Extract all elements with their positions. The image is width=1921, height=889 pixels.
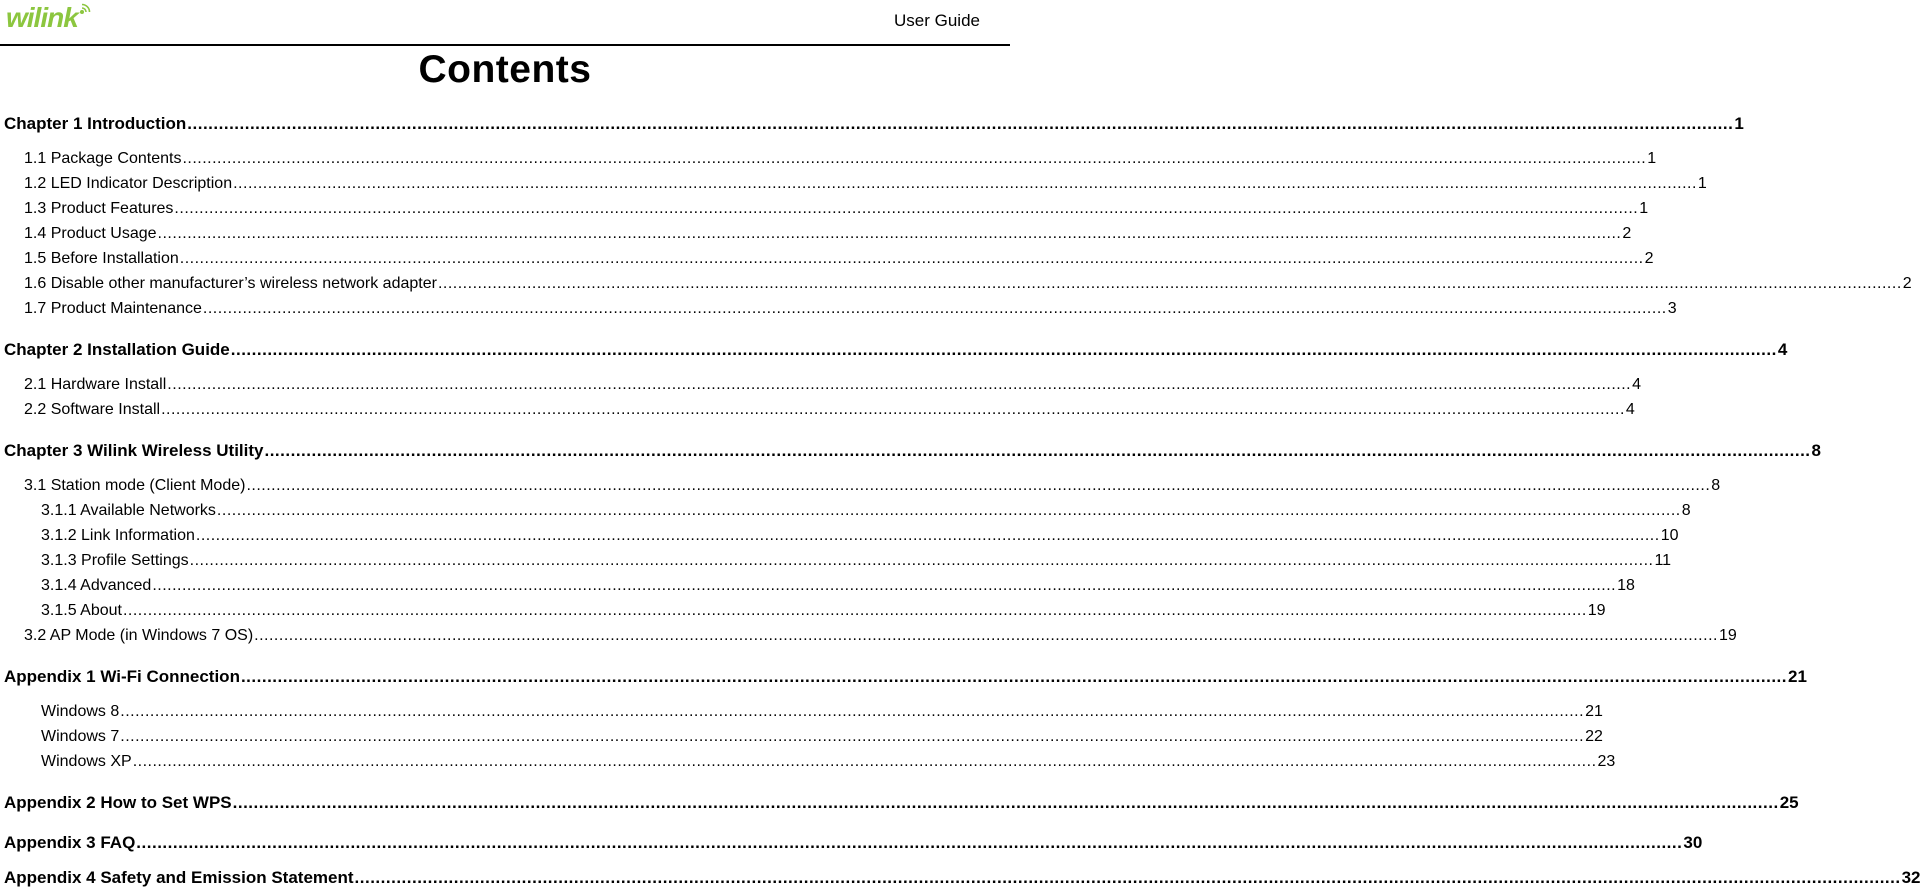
toc-page-number: 32 bbox=[1901, 868, 1921, 887]
page-header bbox=[0, 0, 1010, 46]
toc-entry-title: Appendix 2 How to Set WPS bbox=[4, 793, 232, 812]
toc-dot-leader bbox=[241, 667, 1787, 687]
toc-section-entry[interactable] bbox=[0, 300, 1677, 318]
toc-section-entry[interactable] bbox=[0, 502, 1691, 520]
toc-dot-leader bbox=[180, 250, 1644, 268]
toc-chapter-entry[interactable] bbox=[0, 667, 1807, 687]
toc-chapter-entry[interactable] bbox=[0, 833, 1703, 853]
toc-entry-title: 3.1.1 Available Networks bbox=[41, 502, 216, 519]
toc-page-number: 2 bbox=[1622, 225, 1632, 242]
toc-section-entry[interactable] bbox=[0, 477, 1721, 495]
toc-page-number: 2 bbox=[1644, 250, 1654, 267]
toc-section-entry[interactable] bbox=[0, 225, 1632, 243]
toc-entry-title: Appendix 3 FAQ bbox=[4, 833, 136, 852]
toc-entry-title: Windows 7 bbox=[41, 728, 120, 745]
toc-entry-title: 3.2 AP Mode (in Windows 7 OS) bbox=[24, 627, 254, 644]
toc-dot-leader bbox=[133, 753, 1597, 771]
toc-dot-leader bbox=[254, 627, 1718, 645]
toc-dot-leader bbox=[231, 340, 1777, 360]
toc-page-number: 18 bbox=[1617, 577, 1635, 594]
toc-section-entry[interactable] bbox=[0, 376, 1642, 394]
toc-chapter-entry[interactable] bbox=[0, 114, 1744, 134]
toc-page-number: 10 bbox=[1660, 527, 1679, 544]
toc-entry-title: Appendix 4 Safety and Emission Statement bbox=[4, 868, 354, 887]
toc-section-entry[interactable] bbox=[0, 275, 1912, 293]
toc-dot-leader bbox=[203, 300, 1667, 318]
toc-dot-leader bbox=[187, 114, 1733, 134]
toc-chapter-entry[interactable] bbox=[0, 868, 1921, 888]
toc-entry-title: 1.5 Before Installation bbox=[24, 250, 179, 267]
toc-dot-leader bbox=[190, 552, 1654, 570]
toc-section-entry[interactable] bbox=[0, 150, 1657, 168]
toc-dot-leader bbox=[158, 225, 1622, 243]
toc-entry-title: 1.7 Product Maintenance bbox=[24, 300, 202, 317]
toc-section-entry[interactable] bbox=[0, 703, 1603, 721]
toc-page-number: 8 bbox=[1681, 502, 1691, 519]
toc-entry-title: Windows XP bbox=[41, 753, 132, 770]
toc-page-number: 8 bbox=[1711, 477, 1721, 494]
toc-entry-title: Chapter 2 Installation Guide bbox=[4, 340, 230, 359]
toc-page-number: 1 bbox=[1647, 150, 1657, 167]
toc-section-entry[interactable] bbox=[0, 728, 1603, 746]
toc-page-number: 8 bbox=[1811, 441, 1822, 460]
toc-entry-title: 1.3 Product Features bbox=[24, 200, 174, 217]
toc-page-number: 1 bbox=[1734, 114, 1744, 133]
toc-entry-title: 1.2 LED Indicator Description bbox=[24, 175, 233, 192]
header-guide-label: User Guide bbox=[894, 11, 980, 30]
logo-signal-icon bbox=[78, 2, 92, 16]
toc-section-entry[interactable] bbox=[0, 753, 1616, 771]
toc-section-entry[interactable] bbox=[0, 627, 1737, 645]
toc-page-number: 4 bbox=[1625, 401, 1635, 418]
toc-page-number: 4 bbox=[1777, 340, 1788, 359]
toc-page-number: 4 bbox=[1632, 376, 1642, 393]
toc-section-entry[interactable] bbox=[0, 527, 1679, 545]
toc-dot-leader bbox=[233, 793, 1779, 813]
toc-page-number: 30 bbox=[1683, 833, 1703, 852]
toc-dot-leader bbox=[174, 200, 1638, 218]
toc-dot-leader bbox=[136, 833, 1682, 853]
toc-page-number: 2 bbox=[1902, 275, 1912, 292]
toc-dot-leader bbox=[120, 703, 1584, 721]
toc-dot-leader bbox=[182, 150, 1646, 168]
toc-dot-leader bbox=[246, 477, 1710, 495]
toc-entry-title: 3.1.4 Advanced bbox=[41, 577, 152, 594]
toc-entry-title: Windows 8 bbox=[41, 703, 120, 720]
toc-page-number: 23 bbox=[1597, 753, 1616, 770]
toc-entry-title: 3.1.3 Profile Settings bbox=[41, 552, 189, 569]
toc-section-entry[interactable] bbox=[0, 250, 1654, 268]
logo-text: wilink bbox=[6, 2, 78, 33]
toc-entry-title: Appendix 1 Wi-Fi Connection bbox=[4, 667, 240, 686]
toc-page-number: 21 bbox=[1585, 703, 1603, 720]
toc-dot-leader bbox=[123, 602, 1587, 620]
toc-page-number: 1 bbox=[1697, 175, 1707, 192]
toc-dot-leader bbox=[438, 275, 1902, 293]
toc-entry-title: 3.1.2 Link Information bbox=[41, 527, 195, 544]
toc-entry-title: 1.4 Product Usage bbox=[24, 225, 157, 242]
toc-page-number: 1 bbox=[1639, 200, 1649, 217]
toc-chapter-entry[interactable] bbox=[0, 340, 1788, 360]
toc-section-entry[interactable] bbox=[0, 200, 1649, 218]
toc-section-entry[interactable] bbox=[0, 552, 1672, 570]
page-title: Contents bbox=[418, 48, 592, 91]
toc-page-number: 25 bbox=[1779, 793, 1799, 812]
toc-dot-leader bbox=[264, 441, 1810, 461]
toc-page-number: 11 bbox=[1654, 552, 1672, 569]
toc-dot-leader bbox=[120, 728, 1584, 746]
toc-chapter-entry[interactable] bbox=[0, 793, 1799, 813]
toc-section-entry[interactable] bbox=[0, 602, 1606, 620]
toc-entry-title: 3.1.5 About bbox=[41, 602, 122, 619]
toc-entry-title: 2.1 Hardware Install bbox=[24, 376, 167, 393]
toc-page-number: 19 bbox=[1718, 627, 1737, 644]
toc-dot-leader bbox=[233, 175, 1697, 193]
toc-entry-title: 3.1 Station mode (Client Mode) bbox=[24, 477, 246, 494]
toc-entry-title: Chapter 1 Introduction bbox=[4, 114, 187, 133]
toc-entry-title: 2.2 Software Install bbox=[24, 401, 161, 418]
toc-section-entry[interactable] bbox=[0, 175, 1707, 193]
wilink-logo bbox=[6, 2, 78, 32]
toc-dot-leader bbox=[355, 868, 1901, 888]
toc-section-entry[interactable] bbox=[0, 401, 1635, 419]
toc-dot-leader bbox=[217, 502, 1681, 520]
toc-page-number: 3 bbox=[1667, 300, 1677, 317]
toc-page-number: 22 bbox=[1585, 728, 1603, 745]
toc-entry-title: 1.6 Disable other manufacturer’s wireless network adapter bbox=[24, 275, 437, 292]
toc-page-number: 21 bbox=[1788, 667, 1807, 686]
toc-dot-leader bbox=[161, 401, 1625, 419]
toc-section-entry[interactable] bbox=[0, 577, 1635, 595]
toc-chapter-entry[interactable] bbox=[0, 441, 1822, 461]
toc-page-number: 19 bbox=[1587, 602, 1606, 619]
toc-entry-title: 1.1 Package Contents bbox=[24, 150, 182, 167]
toc-dot-leader bbox=[152, 577, 1616, 595]
toc-dot-leader bbox=[167, 376, 1631, 394]
toc-entry-title: Chapter 3 Wilink Wireless Utility bbox=[4, 441, 264, 460]
toc-dot-leader bbox=[196, 527, 1660, 545]
